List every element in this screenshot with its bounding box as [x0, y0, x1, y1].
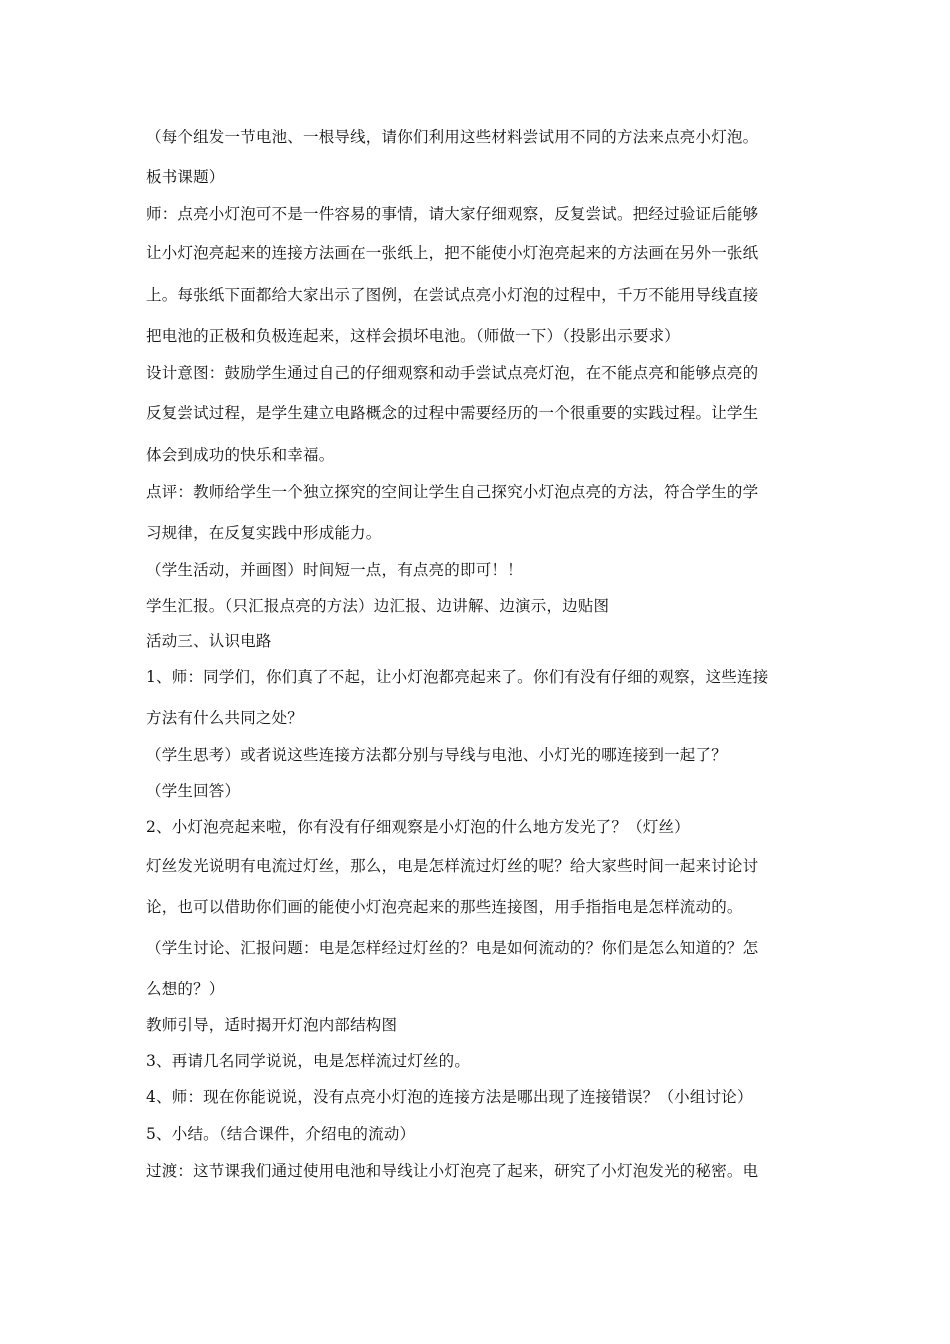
text-line: （学生讨论、汇报问题：电是怎样经过灯丝的？电是如何流动的？你们是怎么知道的？怎: [146, 939, 759, 957]
text-line: 1、师：同学们，你们真了不起，让小灯泡都亮起来了。你们有没有仔细的观察，这些连接: [146, 668, 769, 686]
text-line: 么想的？）: [146, 980, 225, 998]
text-line: 灯丝发光说明有电流过灯丝，那么，电是怎样流过灯丝的呢？给大家些时间一起来讨论讨: [146, 857, 759, 875]
text-line: 把电池的正极和负极连起来，这样会损坏电池。（师做一下）（投影出示要求）: [146, 327, 681, 345]
text-line: 体会到成功的快乐和幸福。: [146, 446, 335, 464]
text-line: 板书课题）: [146, 168, 225, 186]
text-line: （学生回答）: [146, 782, 241, 800]
section-heading: 活动三、认识电路: [146, 632, 272, 650]
text-line: 5、小结。（结合课件，介绍电的流动）: [146, 1125, 416, 1143]
text-line: 习规律，在反复实践中形成能力。: [146, 524, 382, 542]
text-line: 师：点亮小灯泡可不是一件容易的事情，请大家仔细观察，反复尝试。把经过验证后能够: [146, 205, 759, 223]
text-line: 3、再请几名同学说说，电是怎样流过灯丝的。: [146, 1052, 471, 1070]
text-line: 过渡：这节课我们通过使用电池和导线让小灯泡亮了起来，研究了小灯泡发光的秘密。电: [146, 1162, 759, 1180]
text-line: 方法有什么共同之处？: [146, 709, 304, 727]
text-line: 反复尝试过程，是学生建立电路概念的过程中需要经历的一个很重要的实践过程。让学生: [146, 404, 759, 422]
text-line: （学生思考）或者说这些连接方法都分别与导线与电池、小灯光的哪连接到一起了？: [146, 746, 727, 764]
text-line: 让小灯泡亮起来的连接方法画在一张纸上，把不能使小灯泡亮起来的方法画在另外一张纸: [146, 244, 759, 262]
text-line: （学生活动，并画图）时间短一点，有点亮的即可！！: [146, 561, 523, 579]
text-line: 论，也可以借助你们画的能使小灯泡亮起来的那些连接图，用手指指电是怎样流动的。: [146, 898, 743, 916]
text-line: 2、小灯泡亮起来啦，你有没有仔细观察是小灯泡的什么地方发光了？（灯丝）: [146, 818, 690, 836]
text-line: 点评：教师给学生一个独立探究的空间让学生自己探究小灯泡点亮的方法，符合学生的学: [146, 483, 759, 501]
text-line: 设计意图：鼓励学生通过自己的仔细观察和动手尝试点亮灯泡，在不能点亮和能够点亮的: [146, 364, 759, 382]
text-line: 上。每张纸下面都给大家出示了图例，在尝试点亮小灯泡的过程中，千万不能用导线直接: [146, 286, 759, 304]
text-line: 学生汇报。（只汇报点亮的方法）边汇报、边讲解、边演示，边贴图: [146, 597, 610, 615]
text-line: （每个组发一节电池、一根导线，请你们利用这些材料尝试用不同的方法来点亮小灯泡。: [146, 128, 759, 146]
text-line: 4、师：现在你能说说，没有点亮小灯泡的连接方法是哪出现了连接错误？（小组讨论）: [146, 1088, 753, 1106]
text-line: 教师引导，适时揭开灯泡内部结构图: [146, 1016, 398, 1034]
